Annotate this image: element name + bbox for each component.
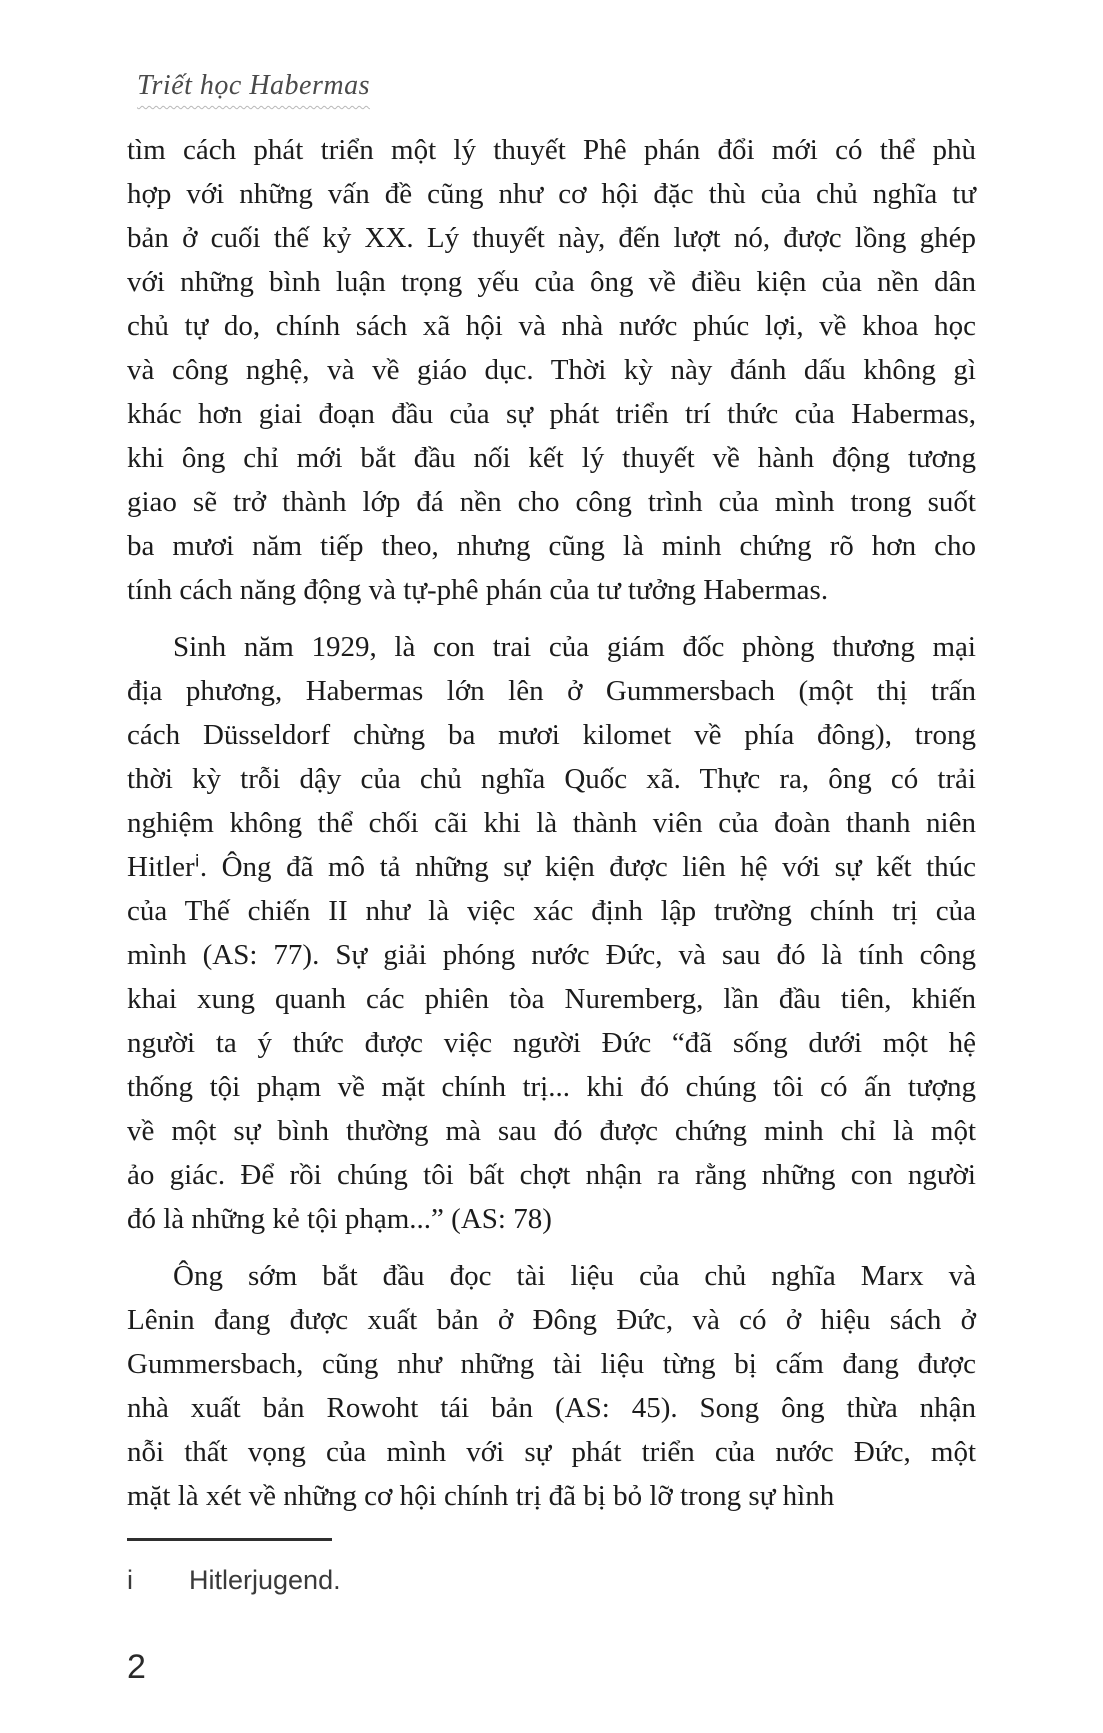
footnote [127, 1565, 976, 1596]
text-line: thời kỳ trỗi dậy của chủ nghĩa Quốc xã. Thực ra, ông có trải [127, 763, 976, 795]
text-line: bản ở cuối thế kỷ XX. Lý thuyết này, đến lượt nó, được lồng ghép [127, 222, 976, 254]
text-line: của Thế chiến II như là việc xác định lập trường chính trị của [127, 895, 976, 927]
text-line: ba mươi năm tiếp theo, nhưng cũng là minh chứng rõ hơn cho [127, 530, 976, 562]
text-line: cách Düsseldorf chừng ba mươi kilomet về phía đông), trong [127, 719, 976, 751]
footnote-marker: i [127, 1565, 133, 1595]
text-line: chủ tự do, chính sách xã hội và nhà nước phúc lợi, về khoa học [127, 310, 976, 342]
text-line: nỗi thất vọng của mình với sự phát triển của nước Đức, một [127, 1436, 976, 1468]
footnote-separator [127, 1538, 332, 1541]
text-line: Gummersbach, cũng như những tài liệu từng bị cấm đang được [127, 1348, 976, 1380]
text-line: khai xung quanh các phiên tòa Nuremberg, lần đầu tiên, khiến [127, 983, 976, 1015]
text-line: Lênin đang được xuất bản ở Đông Đức, và có ở hiệu sách ở [127, 1304, 976, 1336]
text-line: địa phương, Habermas lớn lên ở Gummersbach (một thị trấn [127, 675, 976, 707]
text-line: ảo giác. Để rồi chúng tôi bất chợt nhận ra rằng những con người [127, 1159, 976, 1191]
text-line: thống tội phạm về mặt chính trị... khi đó chúng tôi có ấn tượng [127, 1071, 976, 1103]
running-header-row [127, 70, 976, 102]
text-line: Sinh năm 1929, là con trai của giám đốc phòng thương mại [173, 631, 976, 663]
text-line: khi ông chỉ mới bắt đầu nối kết lý thuyết về hành động tương [127, 442, 976, 474]
paragraph [127, 1254, 976, 1518]
body-text [127, 128, 976, 1518]
text-line: hợp với những vấn đề cũng như cơ hội đặc thù của chủ nghĩa tư [127, 178, 976, 210]
text-line: mặt là xét về những cơ hội chính trị đã bị bỏ lỡ trong sự hình [127, 1480, 835, 1512]
text-line: với những bình luận trọng yếu của ông về điều kiện của nền dân [127, 266, 976, 298]
text-line: mình (AS: 77). Sự giải phóng nước Đức, và sau đó là tính công [127, 939, 976, 971]
paragraph [127, 128, 976, 612]
running-header: Triết học Habermas [137, 70, 370, 101]
text-line: nghiệm không thể chối cãi khi là thành viên của đoàn thanh niên [127, 807, 976, 839]
text-line: nhà xuất bản Rowoht tái bản (AS: 45). Song ông thừa nhận [127, 1392, 976, 1424]
footnote-text: Hitlerjugend. [189, 1565, 341, 1595]
text-line: đó là những kẻ tội phạm...” (AS: 78) [127, 1203, 552, 1235]
text-line: người ta ý thức được việc người Đức “đã sống dưới một hệ [127, 1027, 976, 1059]
text-line: tính cách năng động và tự-phê phán của tư tưởng Habermas. [127, 574, 829, 606]
text-line: về một sự bình thường mà sau đó được chứng minh chỉ là một [127, 1115, 976, 1147]
paragraph [127, 625, 976, 1241]
text-line: và công nghệ, và về giáo dục. Thời kỳ này đánh dấu không gì [127, 354, 976, 386]
text-line: tìm cách phát triển một lý thuyết Phê phán đổi mới có thể phù [127, 134, 976, 166]
page-number: 2 [127, 1648, 146, 1686]
text-line: Hitlerⁱ. Ông đã mô tả những sự kiện được liên hệ với sự kết thúc [127, 851, 976, 883]
text-line: giao sẽ trở thành lớp đá nền cho công trình của mình trong suốt [127, 486, 976, 518]
text-line: Ông sớm bắt đầu đọc tài liệu của chủ nghĩa Marx và [173, 1260, 976, 1292]
text-line: khác hơn giai đoạn đầu của sự phát triển trí thức của Habermas, [127, 398, 976, 430]
